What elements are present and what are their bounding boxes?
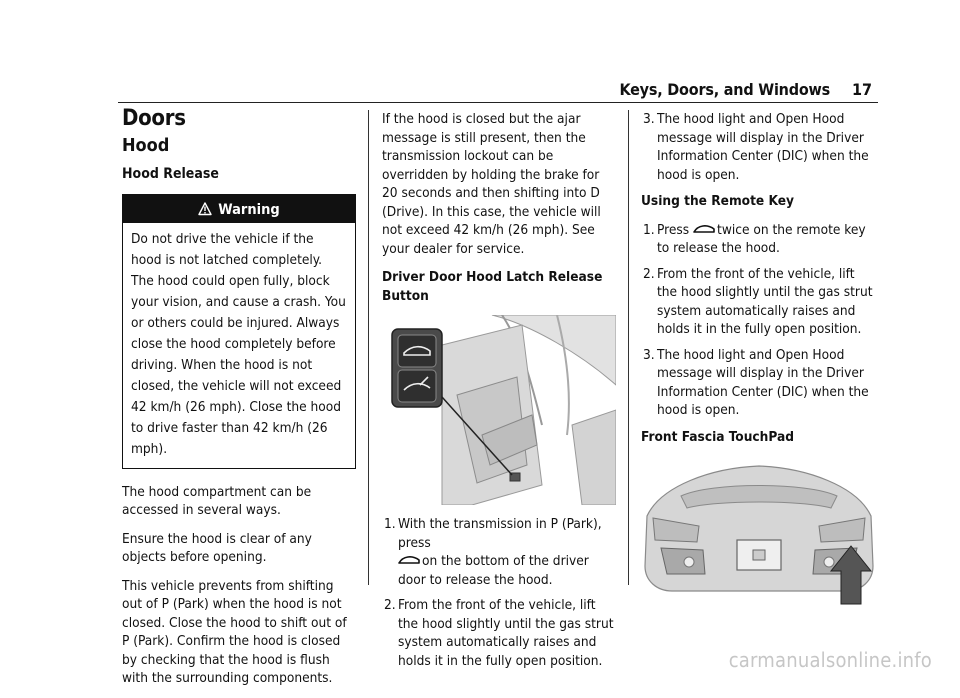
header-title: Keys, Doors, and Windows: [619, 80, 830, 99]
column-1: [122, 106, 356, 698]
list-item: 1. Press twice on the remote key to release the hood.: [643, 221, 866, 256]
list-item: 2. From the front of the vehicle, lift the hood slightly until the gas strut system automatically raises and holds it in the fully open position.: [643, 265, 873, 337]
page-number: 17: [851, 80, 872, 99]
door-steps-continued: [641, 110, 877, 184]
hood-release-icon: [398, 554, 420, 566]
paragraph: Ensure the hood is clear of any objects before opening.: [122, 530, 312, 565]
list-item: 2. From the front of the vehicle, lift the hood slightly until the gas strut system automatically raises and holds it in the fully open position.: [384, 597, 614, 669]
figure-label-door-button: Driver Door Hood Latch Release Button: [382, 269, 603, 304]
remote-steps-list: [641, 221, 877, 420]
hood-release-heading: Hood Release: [122, 166, 219, 182]
front-fascia-illustration: [641, 456, 877, 606]
hood-release-icon: [693, 223, 715, 235]
column-3: [641, 110, 877, 616]
warning-text: Do not drive the vehicle if the hood is not latched completely. The hood could open fully, block your vision, and cause a crash. You or others could be injured. Always close the hood completely before driving. When the hood is not closed, the vehicle will not exceed 42 km/h (26 mph). Close the hood to drive faster than 42 km/h (26 mph).: [131, 230, 346, 457]
column-2: [382, 110, 616, 678]
list-item: 3. The hood light and Open Hood message will display in the Driver Information Center (DIC) when the hood is open.: [643, 111, 869, 183]
column-divider-1: [368, 110, 369, 585]
door-steps-list: [382, 515, 616, 670]
paragraph: If the hood is closed but the ajar message is still present, then the transmission lockout can be overridden by holding the brake for 20 seconds and then shifting into D (Drive). In this case, the vehicle will not exceed 42 km/h (26 mph). See your dealer for service.: [382, 111, 601, 257]
paragraph: This vehicle prevents from shifting out of P (Park) when the hood is not closed. Close the hood to shift out of P (Park). Confirm the hood is closed by checking that the hood is flush with the surrounding components.: [122, 577, 347, 686]
header-rule: [118, 102, 878, 103]
watermark: carmanualsonline.info: [728, 648, 932, 672]
paragraph: The hood compartment can be accessed in several ways.: [122, 483, 312, 518]
fascia-touchpad-heading: Front Fascia TouchPad: [641, 428, 794, 445]
list-item: 3. The hood light and Open Hood message will display in the Driver Information Center (DIC) when the hood is open.: [643, 346, 869, 418]
list-item: 1. With the transmission in P (Park), press on the bottom of the driver door to release the hood.: [384, 516, 602, 588]
door-latch-illustration: [382, 315, 616, 505]
warning-box: [122, 194, 356, 469]
remote-key-heading: Using the Remote Key: [641, 193, 794, 209]
warning-triangle-icon: [198, 202, 212, 216]
page-header: [0, 72, 960, 106]
column-divider-2: [628, 110, 629, 585]
warning-header: [123, 195, 355, 223]
warning-label: Warning: [218, 201, 280, 218]
section-title: Doors: [122, 106, 186, 131]
subsection-title: Hood: [122, 134, 170, 156]
